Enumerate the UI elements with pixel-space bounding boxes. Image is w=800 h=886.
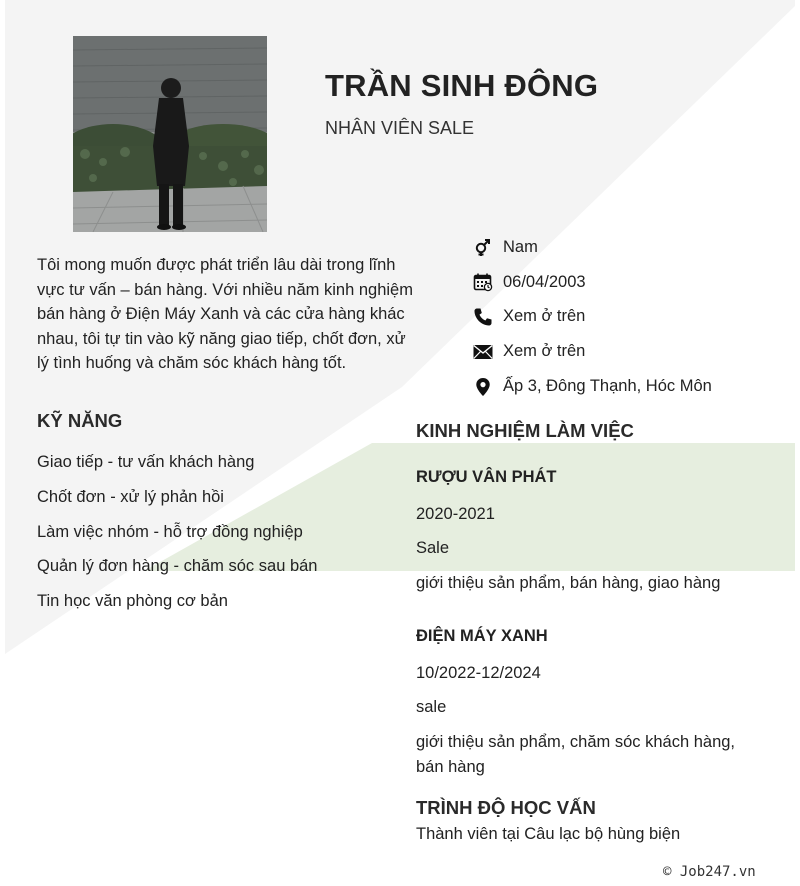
education-text: Thành viên tại Câu lạc bộ hùng biện bbox=[416, 825, 681, 843]
contact-address-row bbox=[472, 369, 792, 404]
contact-email: Xem ở trên bbox=[503, 342, 586, 361]
contact-phone: Xem ở trên bbox=[503, 307, 586, 326]
contact-birthday-row bbox=[472, 265, 792, 300]
skill-item: Giao tiếp - tư vấn khách hàng bbox=[37, 453, 255, 471]
skill-item: Làm việc nhóm - hỗ trợ đồng nghiệp bbox=[37, 522, 303, 541]
contact-gender: Nam bbox=[503, 237, 538, 256]
phone-icon bbox=[472, 306, 494, 328]
job-period: 10/2022-12/2024 bbox=[416, 664, 541, 682]
job-company: ĐIỆN MÁY XANH bbox=[416, 627, 548, 645]
gender-icon bbox=[472, 236, 494, 258]
job-description: giới thiệu sản phẩm, bán hàng, giao hàng bbox=[416, 574, 721, 592]
skills-title: KỸ NĂNG bbox=[37, 410, 123, 431]
contact-gender-row bbox=[472, 230, 792, 265]
job-company: RƯỢU VÂN PHÁT bbox=[416, 468, 557, 486]
footer-credit: © Job247.vn bbox=[663, 864, 756, 880]
contact-birthday: 06/04/2003 bbox=[503, 272, 586, 291]
job-position: NHÂN VIÊN SALE bbox=[325, 118, 475, 138]
contact-phone-row bbox=[472, 300, 792, 335]
skill-item: Chốt đơn - xử lý phản hồi bbox=[37, 487, 224, 506]
mail-icon bbox=[472, 341, 494, 363]
contact-email-row bbox=[472, 334, 792, 369]
calendar-icon bbox=[472, 271, 494, 293]
skill-item: Tin học văn phòng cơ bản bbox=[37, 592, 228, 611]
job-period: 2020-2021 bbox=[416, 505, 495, 523]
contact-info bbox=[472, 230, 792, 404]
skills-list bbox=[37, 450, 397, 624]
profile-photo bbox=[73, 36, 267, 232]
job-role: sale bbox=[416, 698, 447, 716]
skill-item: Quản lý đơn hàng - chăm sóc sau bán bbox=[37, 557, 318, 576]
location-icon bbox=[472, 376, 494, 398]
experience-title: KINH NGHIỆM LÀM VIỆC bbox=[416, 420, 634, 441]
candidate-name: TRẦN SINH ĐÔNG bbox=[325, 68, 599, 103]
career-objective: Tôi mong muốn được phát triển lâu dài trong lĩnh vực tư vấn – bán hàng. Với nhiều năm kinh nghiệm bán hàng ở Điện Máy Xanh và các cửa hàng khác nhau, tôi tự tin vào kỹ năng giao tiếp, chốt đơn, xử lý tình huống và chăm sóc khách hàng tốt. bbox=[37, 256, 413, 373]
education-title: TRÌNH ĐỘ HỌC VẤN bbox=[416, 797, 596, 818]
job-role: Sale bbox=[416, 539, 450, 557]
contact-address: Ấp 3, Đông Thạnh, Hóc Môn bbox=[503, 377, 712, 396]
job-description: giới thiệu sản phẩm, chăm sóc khách hàng, bán hàng bbox=[416, 733, 736, 776]
